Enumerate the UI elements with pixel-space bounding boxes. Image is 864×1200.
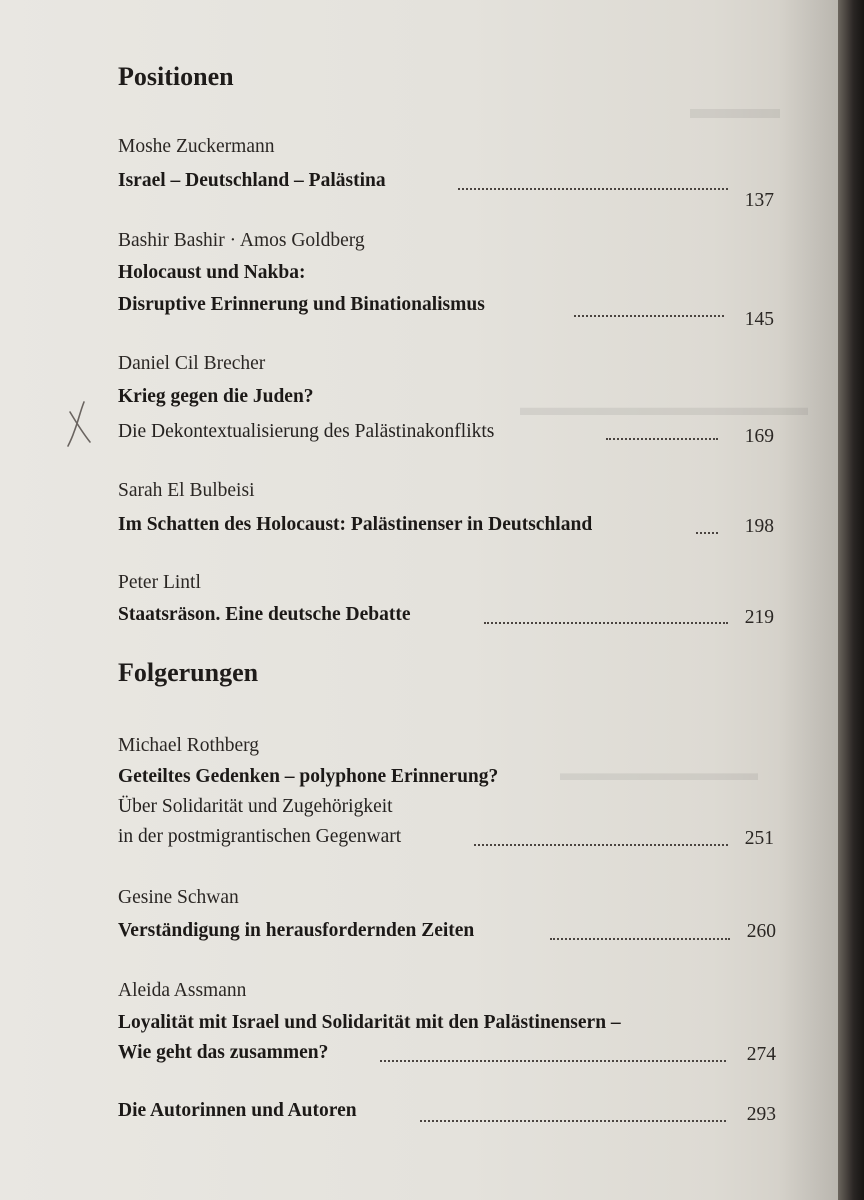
pencil-x-mark-icon	[60, 398, 100, 450]
section-title-folgerungen: Folgerungen	[118, 658, 259, 687]
toc-author: Sarah El Bulbeisi	[118, 480, 255, 501]
toc-author: Gesine Schwan	[118, 887, 239, 908]
toc-author: Aleida Assmann	[118, 980, 247, 1001]
dot-leader	[474, 844, 728, 846]
toc-author: Moshe Zuckermann	[118, 136, 275, 157]
dot-leader	[380, 1060, 726, 1062]
toc-title-line: Geteiltes Gedenken – polyphone Erinnerung?	[118, 766, 499, 787]
toc-title-line: Verständigung in herausfordernden Zeiten	[118, 920, 475, 941]
toc-title-line: Holocaust und Nakba:	[118, 262, 306, 283]
toc-title-line: Krieg gegen die Juden?	[118, 386, 314, 407]
toc-title-line: Über Solidarität und Zugehörigkeit	[118, 796, 393, 817]
section-title-positionen: Positionen	[118, 62, 234, 91]
toc-author: Bashir Bashir · Amos Goldberg	[118, 230, 365, 251]
toc-title-line: in der postmigrantischen Gegenwart	[118, 826, 402, 847]
toc-author: Peter Lintl	[118, 572, 201, 593]
toc-title-line: Die Dekontextualisierung des Palästinakonflikts	[118, 421, 495, 442]
book-spine-shadow	[838, 0, 864, 1200]
dot-leader	[420, 1120, 726, 1122]
bleed-through-decoration: ▬▬▬▬▬▬▬▬▬▬▬▬	[520, 395, 808, 421]
dot-leader	[550, 938, 730, 940]
toc-author: Daniel Cil Brecher	[118, 353, 266, 374]
dot-leader	[484, 622, 728, 624]
dot-leader	[606, 438, 718, 440]
bleed-through-decoration: ▬▬▬	[690, 92, 780, 125]
toc-title-line: Im Schatten des Holocaust: Palästinenser in Deutschland	[118, 514, 593, 535]
toc-page-number: 260	[746, 921, 776, 942]
dot-leader	[458, 188, 728, 190]
toc-title-line: Wie geht das zusammen?	[118, 1042, 329, 1063]
toc-author: Michael Rothberg	[118, 735, 259, 756]
toc-page-number: 198	[744, 516, 774, 537]
toc-title-line: Loyalität mit Israel und Solidarität mit den Palästinensern –	[118, 1012, 621, 1033]
toc-page-number: 169	[744, 426, 774, 447]
toc-title-line: Staatsräson. Eine deutsche Debatte	[118, 604, 411, 625]
dot-leader	[574, 315, 724, 317]
toc-authors-entry: Die Autorinnen und Autoren	[118, 1100, 357, 1121]
toc-title-line: Disruptive Erinnerung und Binationalismus	[118, 294, 485, 315]
toc-page-number: 251	[744, 828, 774, 849]
toc-page-number: 219	[744, 607, 774, 628]
toc-page-number: 137	[744, 190, 774, 211]
bleed-through-decoration: ▬▬▬▬▬▬▬▬▬	[560, 760, 758, 785]
toc-page-number: 145	[744, 309, 774, 330]
toc-page-number: 274	[746, 1044, 776, 1065]
toc-page-number: 293	[746, 1104, 776, 1125]
toc-title-line: Israel – Deutschland – Palästina	[118, 170, 386, 191]
